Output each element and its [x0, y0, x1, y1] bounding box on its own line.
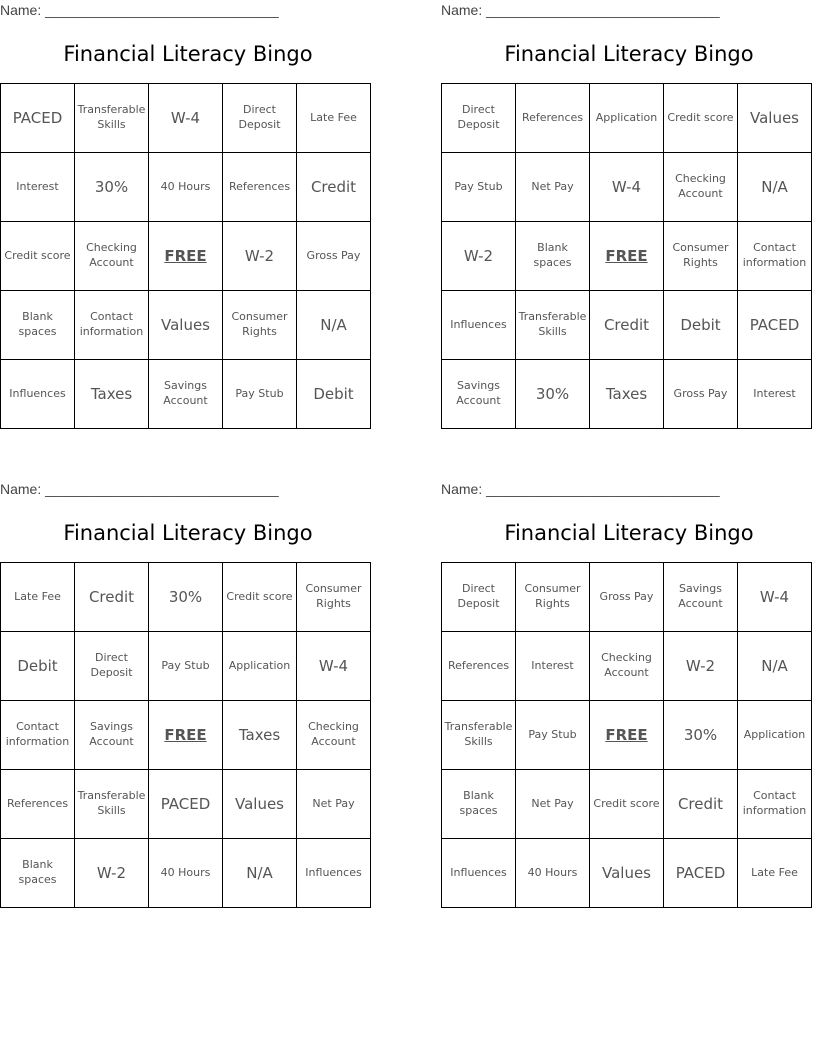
grid-row: [1, 632, 371, 701]
bingo-cell[interactable]: W-4: [738, 563, 812, 632]
grid-row: [442, 839, 812, 908]
bingo-cell[interactable]: Savings Account: [75, 701, 149, 770]
bingo-grid: [441, 562, 812, 908]
bingo-cell[interactable]: W-2: [75, 839, 149, 908]
bingo-cell[interactable]: 40 Hours: [149, 153, 223, 222]
bingo-cell[interactable]: Consumer Rights: [516, 563, 590, 632]
bingo-cell[interactable]: Checking Account: [297, 701, 371, 770]
bingo-cell[interactable]: PACED: [1, 84, 75, 153]
bingo-cell[interactable]: W-4: [149, 84, 223, 153]
bingo-cell[interactable]: Taxes: [75, 360, 149, 429]
bingo-card-2: [441, 0, 816, 440]
bingo-cell[interactable]: W-4: [297, 632, 371, 701]
bingo-cell[interactable]: Contact information: [738, 222, 812, 291]
bingo-cell[interactable]: Pay Stub: [516, 701, 590, 770]
grid-row: [442, 84, 812, 153]
bingo-cell[interactable]: Taxes: [590, 360, 664, 429]
bingo-cell[interactable]: Pay Stub: [149, 632, 223, 701]
grid-row: [1, 563, 371, 632]
bingo-cell[interactable]: Pay Stub: [442, 153, 516, 222]
bingo-cell[interactable]: PACED: [149, 770, 223, 839]
bingo-cell[interactable]: W-4: [590, 153, 664, 222]
bingo-cell[interactable]: Debit: [297, 360, 371, 429]
grid-row: [1, 839, 371, 908]
bingo-cell[interactable]: Direct Deposit: [442, 563, 516, 632]
bingo-cell[interactable]: Savings Account: [664, 563, 738, 632]
bingo-cell[interactable]: Influences: [442, 291, 516, 360]
free-space-cell[interactable]: FREE: [149, 701, 223, 770]
bingo-cell[interactable]: Influences: [297, 839, 371, 908]
bingo-cell[interactable]: Transferable Skills: [75, 84, 149, 153]
free-space-cell[interactable]: FREE: [149, 222, 223, 291]
grid-row: [1, 84, 371, 153]
bingo-cell[interactable]: Interest: [516, 632, 590, 701]
bingo-cell[interactable]: Checking Account: [664, 153, 738, 222]
bingo-cell[interactable]: Values: [738, 84, 812, 153]
bingo-cell[interactable]: Debit: [1, 632, 75, 701]
bingo-cell[interactable]: Credit score: [1, 222, 75, 291]
grid-row: [1, 770, 371, 839]
bingo-cell[interactable]: 30%: [516, 360, 590, 429]
grid-row: [1, 291, 371, 360]
bingo-cell[interactable]: Contact information: [738, 770, 812, 839]
bingo-cell[interactable]: N/A: [738, 153, 812, 222]
bingo-grid: [441, 83, 812, 429]
bingo-cell[interactable]: References: [516, 84, 590, 153]
bingo-cell[interactable]: Net Pay: [297, 770, 371, 839]
grid-row: [1, 153, 371, 222]
bingo-cell[interactable]: N/A: [223, 839, 297, 908]
bingo-cell[interactable]: Late Fee: [297, 84, 371, 153]
bingo-cell[interactable]: Consumer Rights: [664, 222, 738, 291]
bingo-cell[interactable]: Credit: [664, 770, 738, 839]
bingo-cell[interactable]: Checking Account: [590, 632, 664, 701]
bingo-cell[interactable]: Interest: [738, 360, 812, 429]
bingo-cell[interactable]: Credit: [590, 291, 664, 360]
grid-row: [442, 291, 812, 360]
bingo-cell[interactable]: Credit: [297, 153, 371, 222]
bingo-cell[interactable]: Blank spaces: [442, 770, 516, 839]
bingo-cell[interactable]: 30%: [664, 701, 738, 770]
bingo-cell[interactable]: 30%: [75, 153, 149, 222]
name-field[interactable]: Name: ______________________________: [441, 481, 720, 497]
bingo-cell[interactable]: Credit score: [223, 563, 297, 632]
bingo-cell[interactable]: N/A: [297, 291, 371, 360]
grid-row: [442, 153, 812, 222]
bingo-cell[interactable]: Gross Pay: [664, 360, 738, 429]
bingo-cell[interactable]: Blank spaces: [516, 222, 590, 291]
bingo-cell[interactable]: Late Fee: [738, 839, 812, 908]
bingo-cell[interactable]: W-2: [223, 222, 297, 291]
bingo-cell[interactable]: Direct Deposit: [442, 84, 516, 153]
bingo-cell[interactable]: Values: [223, 770, 297, 839]
grid-row: [1, 222, 371, 291]
grid-row: [442, 632, 812, 701]
bingo-cell[interactable]: PACED: [664, 839, 738, 908]
grid-row: [1, 701, 371, 770]
bingo-cell[interactable]: 30%: [149, 563, 223, 632]
bingo-cell[interactable]: Transferable Skills: [442, 701, 516, 770]
bingo-cell[interactable]: Contact information: [75, 291, 149, 360]
grid-row: [442, 770, 812, 839]
bingo-cell[interactable]: Direct Deposit: [223, 84, 297, 153]
bingo-card-3: [0, 479, 376, 919]
grid-row: [442, 563, 812, 632]
bingo-cell[interactable]: Application: [590, 84, 664, 153]
bingo-card-4: [441, 479, 816, 919]
bingo-cell[interactable]: Savings Account: [149, 360, 223, 429]
grid-row: [442, 222, 812, 291]
bingo-cell[interactable]: Contact information: [1, 701, 75, 770]
free-space-cell[interactable]: FREE: [590, 701, 664, 770]
bingo-cell[interactable]: W-2: [442, 222, 516, 291]
bingo-cell[interactable]: Net Pay: [516, 153, 590, 222]
bingo-cell[interactable]: N/A: [738, 632, 812, 701]
bingo-cell[interactable]: Values: [590, 839, 664, 908]
bingo-cell[interactable]: References: [223, 153, 297, 222]
bingo-cell[interactable]: Pay Stub: [223, 360, 297, 429]
bingo-cell[interactable]: 40 Hours: [516, 839, 590, 908]
bingo-cell[interactable]: PACED: [738, 291, 812, 360]
grid-row: [442, 701, 812, 770]
bingo-cell[interactable]: Influences: [1, 360, 75, 429]
card-title: Financial Literacy Bingo: [63, 42, 313, 66]
grid-row: [442, 360, 812, 429]
bingo-cell[interactable]: Transferable Skills: [75, 770, 149, 839]
bingo-cell[interactable]: Net Pay: [516, 770, 590, 839]
bingo-cell[interactable]: Gross Pay: [590, 563, 664, 632]
bingo-cell[interactable]: Transferable Skills: [516, 291, 590, 360]
bingo-cell[interactable]: Debit: [664, 291, 738, 360]
bingo-cell[interactable]: Direct Deposit: [75, 632, 149, 701]
name-field[interactable]: Name: ______________________________: [0, 481, 279, 497]
bingo-cell[interactable]: Late Fee: [1, 563, 75, 632]
bingo-cell[interactable]: Credit score: [590, 770, 664, 839]
bingo-cell[interactable]: Consumer Rights: [297, 563, 371, 632]
card-title: Financial Literacy Bingo: [63, 521, 313, 545]
bingo-grid: [0, 83, 371, 429]
free-space-cell[interactable]: FREE: [590, 222, 664, 291]
bingo-cell[interactable]: Checking Account: [75, 222, 149, 291]
bingo-cell[interactable]: Application: [738, 701, 812, 770]
bingo-cell[interactable]: Credit: [75, 563, 149, 632]
bingo-cell[interactable]: Savings Account: [442, 360, 516, 429]
bingo-cell[interactable]: Application: [223, 632, 297, 701]
card-title: Financial Literacy Bingo: [504, 521, 754, 545]
bingo-cell[interactable]: References: [442, 632, 516, 701]
bingo-cell[interactable]: Interest: [1, 153, 75, 222]
bingo-cell[interactable]: Credit score: [664, 84, 738, 153]
bingo-card-1: [0, 0, 376, 440]
bingo-cell[interactable]: Blank spaces: [1, 839, 75, 908]
bingo-cell[interactable]: References: [1, 770, 75, 839]
bingo-cell[interactable]: Values: [149, 291, 223, 360]
bingo-cell[interactable]: 40 Hours: [149, 839, 223, 908]
bingo-grid: [0, 562, 371, 908]
bingo-cell[interactable]: Influences: [442, 839, 516, 908]
name-field[interactable]: Name: ______________________________: [0, 2, 279, 18]
bingo-cell[interactable]: Taxes: [223, 701, 297, 770]
bingo-cell[interactable]: Consumer Rights: [223, 291, 297, 360]
name-field[interactable]: Name: ______________________________: [441, 2, 720, 18]
card-title: Financial Literacy Bingo: [504, 42, 754, 66]
bingo-cell[interactable]: Gross Pay: [297, 222, 371, 291]
grid-row: [1, 360, 371, 429]
bingo-cell[interactable]: Blank spaces: [1, 291, 75, 360]
bingo-cell[interactable]: W-2: [664, 632, 738, 701]
